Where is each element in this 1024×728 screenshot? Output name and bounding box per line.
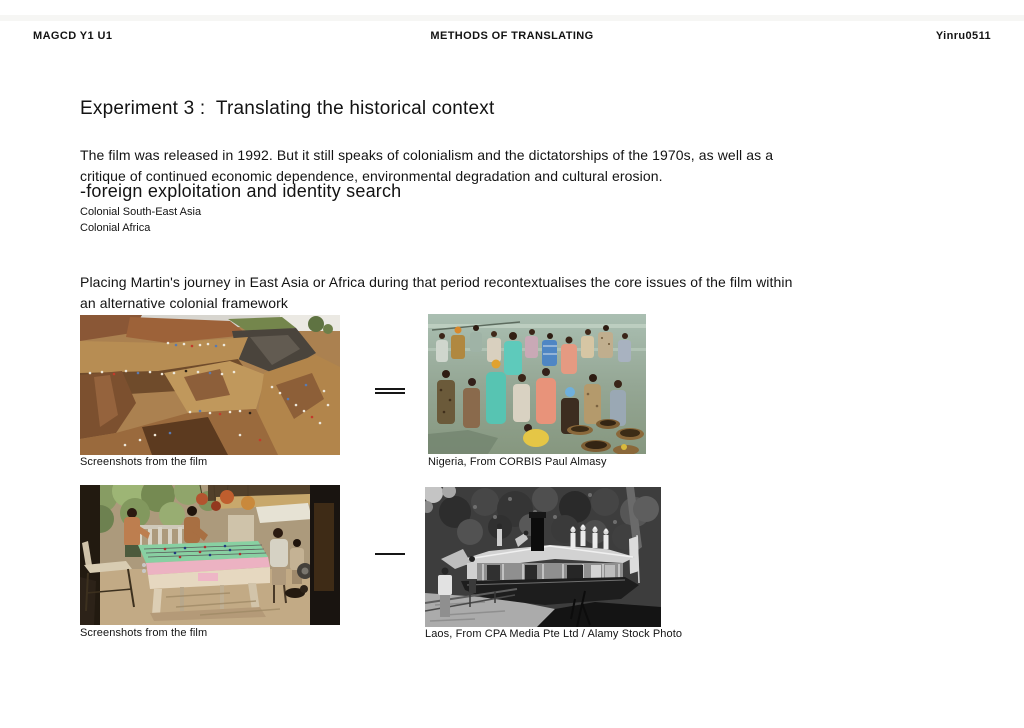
dash-line	[375, 553, 405, 555]
tag-colonial-south-east-asia: Colonial South-East Asia	[80, 206, 202, 218]
open-pit-mine-photo	[80, 315, 340, 455]
figure-laos-steamboat	[425, 487, 661, 627]
figure-nigeria-market	[428, 314, 646, 454]
intro-line-2: critique of continued economic dependence, environmental degradation and cultural erosion.	[80, 168, 663, 184]
figure-3-caption: Screenshots from the film	[80, 627, 208, 639]
top-rule	[0, 15, 1024, 21]
header-project-title: METHODS OF TRANSLATING	[430, 30, 594, 42]
market-crowd-photo	[428, 314, 646, 454]
foosball-porch-photo	[80, 485, 340, 625]
figure-4-caption: Laos, From CPA Media Pte Ltd / Alamy Stock Photo	[425, 628, 683, 640]
header-course-code: MAGCD Y1 U1	[33, 30, 113, 42]
dash-line	[375, 392, 405, 394]
tag-colonial-africa: Colonial Africa	[80, 222, 151, 234]
dash-icon	[375, 553, 405, 555]
body-paragraph	[80, 272, 792, 314]
intro-line-1: The film was released in 1992. But it still speaks of colonialism and the dictatorships of the 1970s, as well as a	[80, 147, 774, 163]
theme-subtitle: -foreign exploitation and identity search	[80, 181, 402, 201]
figure-1-caption: Screenshots from the film	[80, 456, 208, 468]
page-title: Experiment 3 : Translating the historical context	[80, 98, 495, 119]
figure-film-screenshot-mine	[80, 315, 340, 455]
figure-film-screenshot-foosball	[80, 485, 340, 625]
body-line-2: an alternative colonial framework	[80, 295, 288, 311]
figure-2-caption: Nigeria, From CORBIS Paul Almasy	[428, 456, 607, 468]
steamboat-photo	[425, 487, 661, 627]
body-line-1: Placing Martin's journey in East Asia or Africa during that period recontextualises the core issues of the film within	[80, 274, 793, 290]
context-tags	[80, 204, 201, 236]
double-dash-icon	[375, 388, 405, 394]
header-author: Yinru0511	[935, 30, 991, 42]
